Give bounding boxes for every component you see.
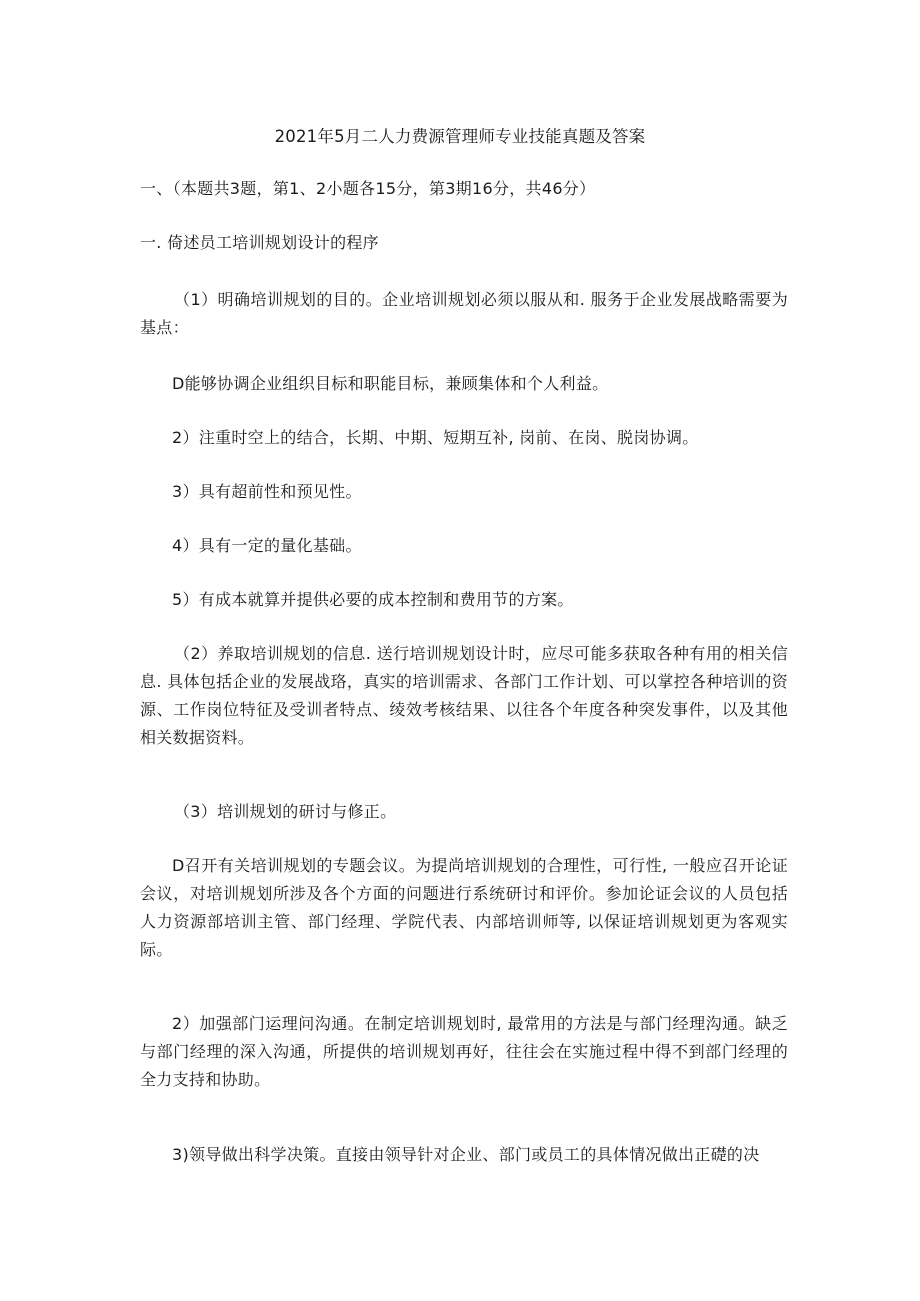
- step-1-heading: （1）明确培训规划的目的。企业培训规划必须以服从和. 服务于企业发展战略需要为基点：: [140, 290, 788, 337]
- step-2-heading: （2）养取培训规划的信息. 送行培训规划设计时，应尽可能多获取各种有用的相关信息. 具体包括企业的发展战珞，真实的培训需求、各部门工作计划、可以掌控各种培训的资源、工作岗位特征及受训者特点、绫效考核结果、以往各个年度各种突发事件，以及其他相关数据资料。: [140, 644, 788, 747]
- question-1: 一. 倚述员工培训规划设计的程序: [140, 233, 379, 252]
- step-3-heading: （3）培训规划的研讨与修正。: [174, 802, 397, 821]
- step-1-item-1: D能够协调企业组织目标和职能目标，兼顾集体和个人利益。: [172, 374, 609, 393]
- step-3-item-1: D召开有关培训规划的专题会议。为提尚培训规划的合理性，可行性, 一般应召开论证会议，对培训规划所涉及各个方面的问题进行系统研讨和评价。参加论证会议的人员包括人力资源部培训主管、部门经理、学院代表、内部培训师等, 以保证培训规划更为客观实际。: [140, 856, 788, 959]
- step-1-item-2: 2）注重时空上的结合，长期、中期、短期互补, 岗前、在岗、脱岗协调。: [172, 428, 699, 447]
- section-heading: 一、（本题共3题，第1、2小题各15分，第3期16分，共46分）: [140, 179, 596, 198]
- step-1-item-5: 5）有成本就算并提供必要的成本控制和费用节的方案。: [172, 590, 574, 609]
- step-1-item-4: 4）具有一定的量化基础。: [172, 536, 362, 555]
- document-title: 2021年5月二人力费源管理师专业技能真题及答案: [274, 127, 646, 146]
- step-1-item-3: 3）具有超前性和预见性。: [172, 482, 362, 501]
- step-3-item-2: 2）加强部门运理问沟通。在制定培训规划时, 最常用的方法是与部门经理沟通。缺乏与部门经理的深入沟通，所提供的培训规划再好，往往会在实施过程中得不到部门经理的全力支持和协助。: [140, 1014, 788, 1089]
- step-3-item-3: 3)领导做出科学决策。直接由领导针对企业、部门或员工的具体情况做出正礎的决: [172, 1145, 760, 1164]
